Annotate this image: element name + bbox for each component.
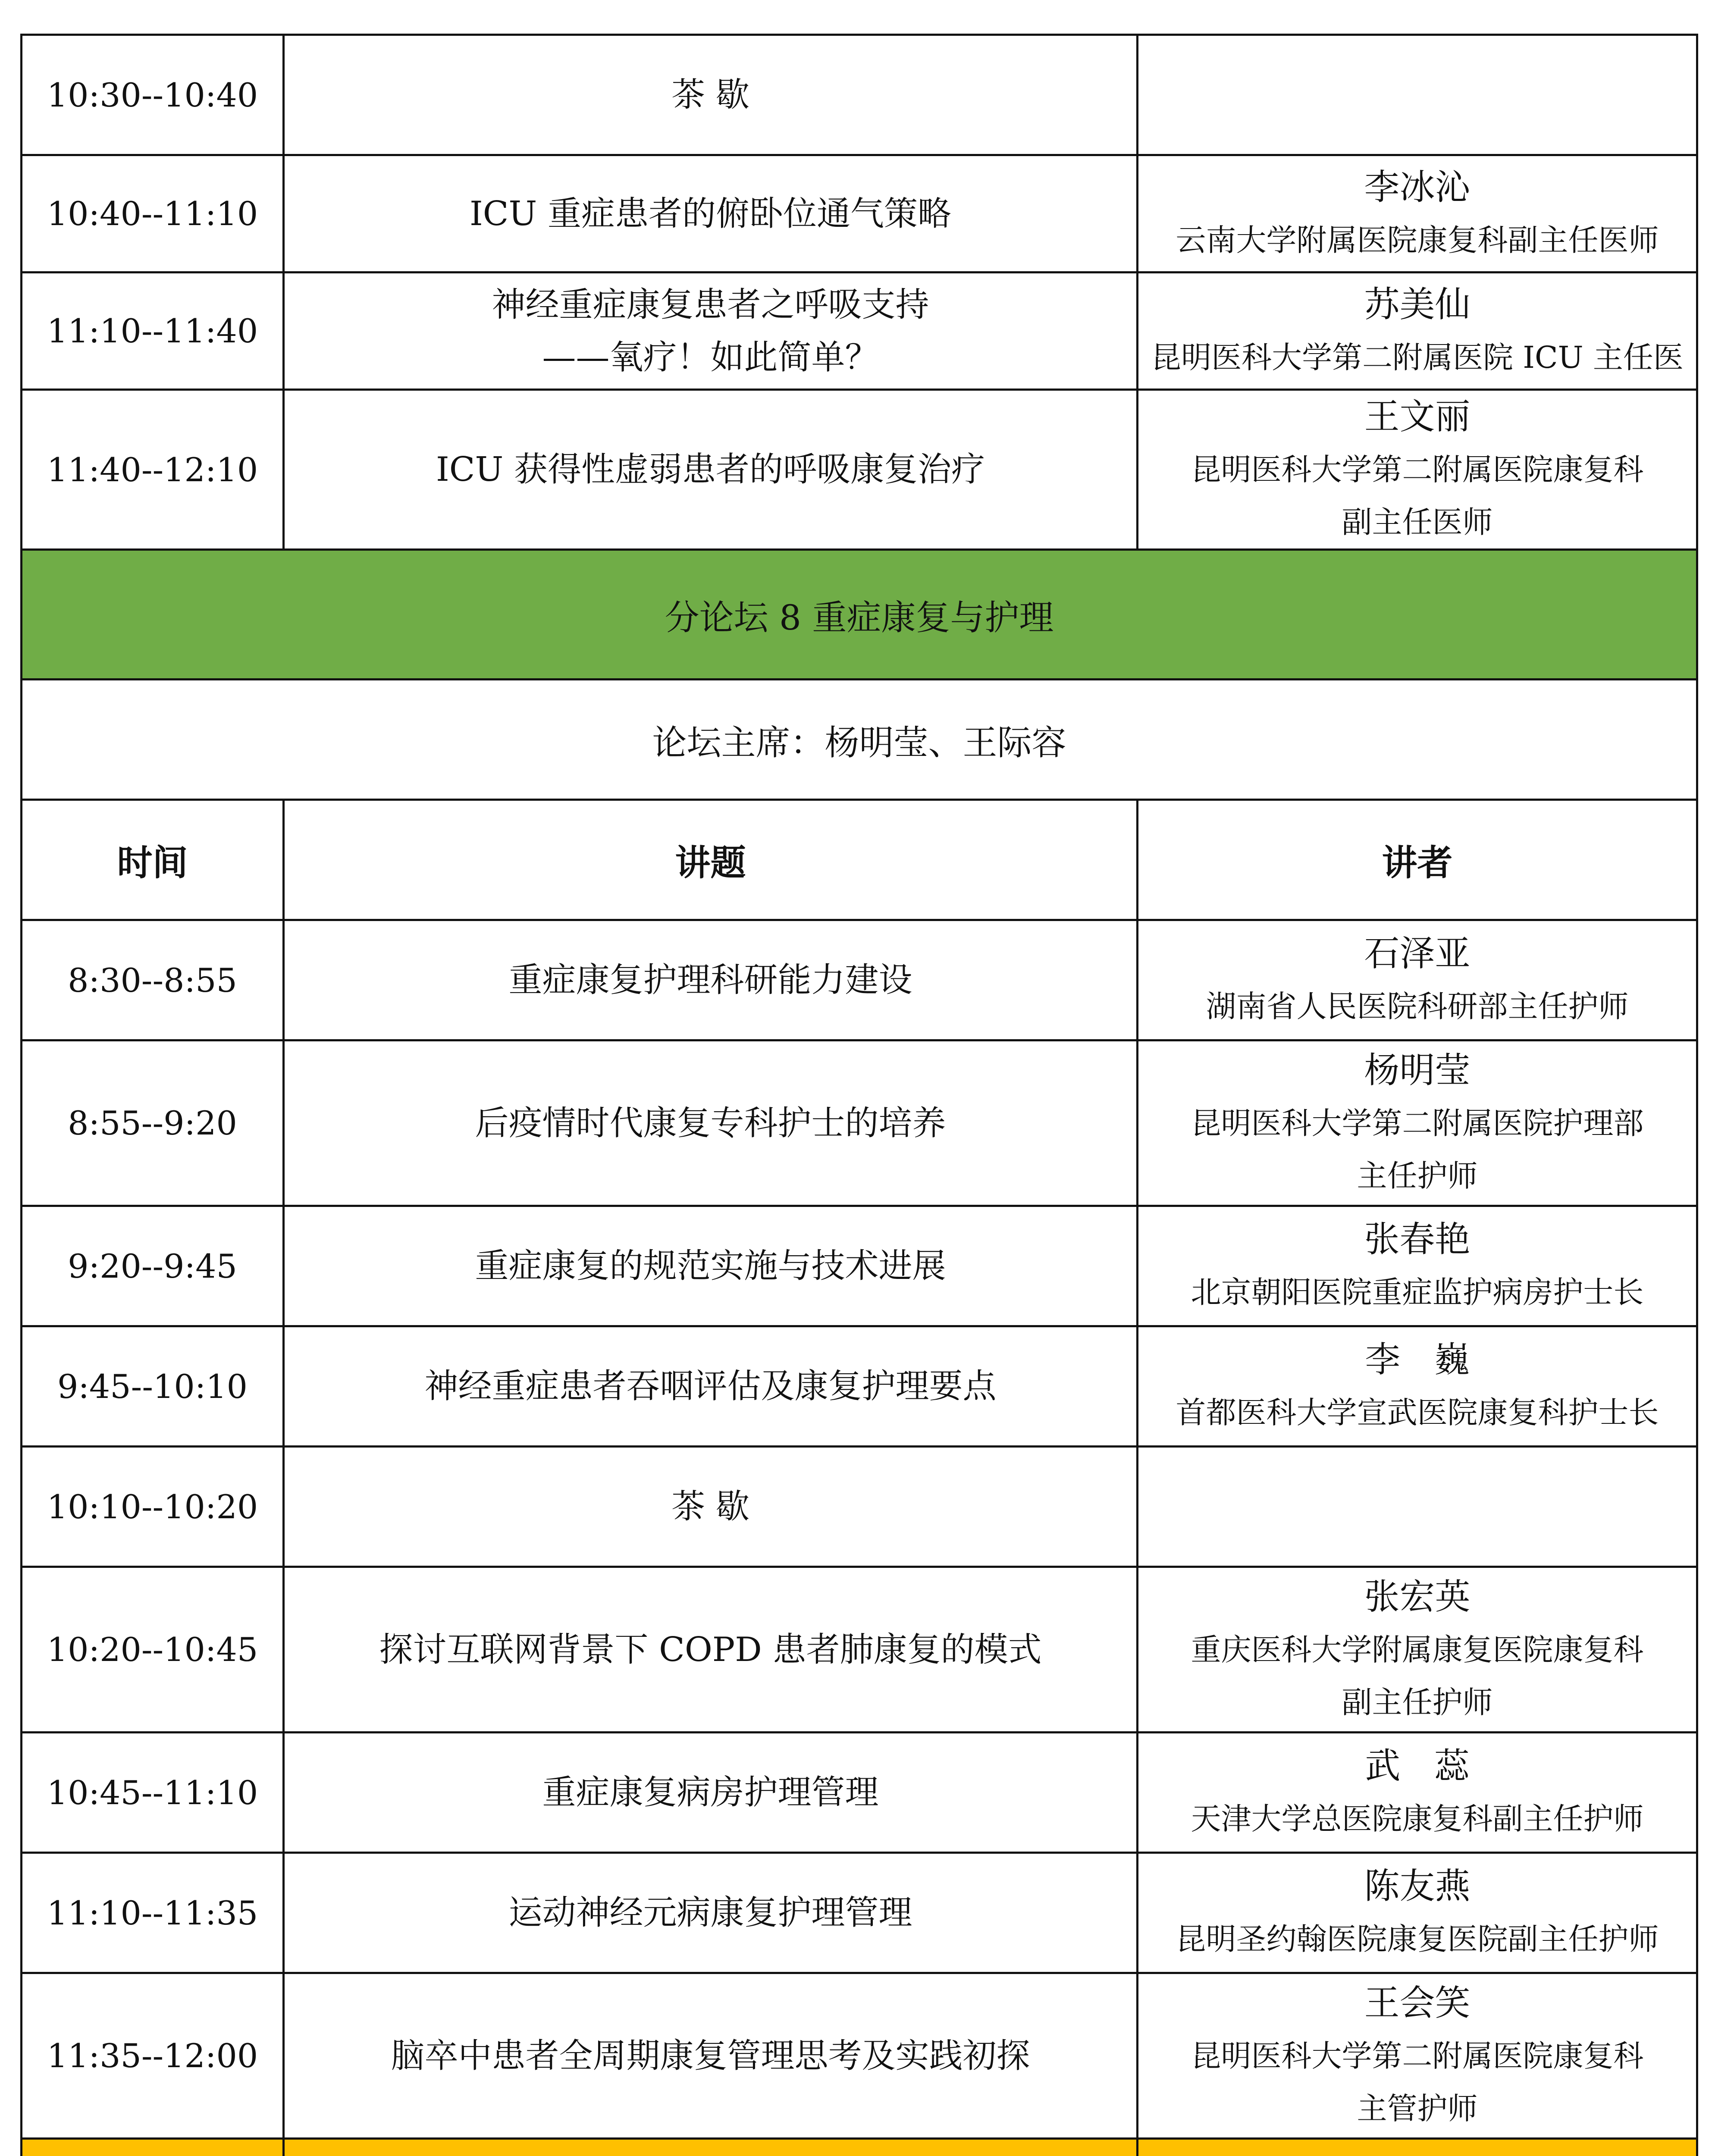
time-cell: 8:55--9:20: [22, 1040, 284, 1206]
speaker-affiliation: 天津大学总医院康复科副主任护师: [1191, 1801, 1644, 1836]
topic-cell: ICU 重症患者的俯卧位通气策略: [284, 155, 1138, 273]
speaker-affiliation: 北京朝阳医院重症监护病房护士长: [1191, 1275, 1644, 1310]
schedule-row: [22, 390, 1697, 550]
column-header-row: [22, 800, 1697, 920]
speaker-affiliation: 副主任医师: [1342, 505, 1493, 540]
schedule-table: [20, 34, 1698, 2156]
speaker-affiliation: 昆明圣约翰医院康复医院副主任护师: [1176, 1921, 1659, 1957]
schedule-row: [22, 1040, 1697, 1206]
speaker-cell: [1138, 155, 1697, 273]
speaker-affiliation: 副主任护师: [1342, 1684, 1493, 1720]
header-topic: 讲题: [284, 800, 1138, 920]
speaker-affiliation: 昆明医科大学第二附属医院康复科: [1191, 2038, 1644, 2074]
speaker-cell: [1138, 1733, 1697, 1853]
speaker-affiliation: 主管护师: [1357, 2090, 1478, 2126]
schedule-row: [22, 1206, 1697, 1326]
topic-cell: 茶 歇: [284, 35, 1138, 155]
speaker-name: 李冰沁: [1364, 166, 1470, 208]
speaker-cell: [1138, 390, 1697, 550]
afternoon-time: [22, 2139, 284, 2156]
topic-cell: 重症康复的规范实施与技术进展: [284, 1206, 1138, 1326]
speaker-cell: [1138, 1040, 1697, 1206]
afternoon-body: [22, 2139, 1697, 2156]
time-cell: 10:10--10:20: [22, 1447, 284, 1567]
speaker-affiliation: 主任护师: [1357, 1158, 1478, 1194]
afternoon-row: [22, 2139, 1697, 2156]
forum-chair: 论坛主席：杨明莹、王际容: [22, 680, 1697, 800]
header-time: 时间: [22, 800, 284, 920]
schedule-row: [22, 1567, 1697, 1733]
topic-cell: 神经重症康复患者之呼吸支持 ——氧疗！如此简单？: [284, 273, 1138, 390]
speaker-name: 杨明莹: [1364, 1050, 1470, 1091]
speaker-name: 苏美仙: [1364, 284, 1470, 325]
speaker-cell: [1138, 1567, 1697, 1733]
time-cell: 8:30--8:55: [22, 920, 284, 1040]
time-cell: 9:45--10:10: [22, 1326, 284, 1447]
header-speaker: 讲者: [1138, 800, 1697, 920]
speaker-cell: [1138, 1206, 1697, 1326]
topic-cell: 茶 歇: [284, 1447, 1138, 1567]
schedule-row: [22, 273, 1697, 390]
speaker-affiliation: 湖南省人民医院科研部主任护师: [1206, 989, 1629, 1024]
time-cell: 10:20--10:45: [22, 1567, 284, 1733]
speaker-cell: [1138, 1447, 1697, 1567]
afternoon-speaker-cell: [1138, 2139, 1697, 2156]
topic-cell: 重症康复病房护理管理: [284, 1733, 1138, 1853]
session-a-body: [22, 35, 1697, 550]
topic-cell: 重症康复护理科研能力建设: [284, 920, 1138, 1040]
topic-cell: 后疫情时代康复专科护士的培养: [284, 1040, 1138, 1206]
speaker-name: 张春艳: [1364, 1219, 1470, 1260]
time-cell: 10:40--11:10: [22, 155, 284, 273]
speaker-affiliation: 昆明医科大学第二附属医院康复科: [1191, 452, 1644, 487]
time-cell: 10:45--11:10: [22, 1733, 284, 1853]
schedule-row: [22, 1733, 1697, 1853]
forum-header-body: [22, 550, 1697, 920]
schedule-row: [22, 1853, 1697, 1973]
time-cell: 10:30--10:40: [22, 35, 284, 155]
speaker-name: 李 巍: [1365, 1339, 1470, 1380]
time-cell: 11:10--11:35: [22, 1853, 284, 1973]
schedule-row: [22, 155, 1697, 273]
speaker-name: 武 蕊: [1365, 1745, 1470, 1786]
schedule-row: [22, 1326, 1697, 1447]
speaker-cell: [1138, 1973, 1697, 2139]
speaker-name: 陈友燕: [1364, 1866, 1470, 1907]
topic-cell: 探讨互联网背景下 COPD 患者肺康复的模式: [284, 1567, 1138, 1733]
topic-cell: 脑卒中患者全周期康复管理思考及实践初探: [284, 1973, 1138, 2139]
session-b-body: [22, 920, 1697, 2139]
speaker-name: 王会笑: [1364, 1982, 1470, 2024]
schedule-row: [22, 35, 1697, 155]
time-cell: 11:10--11:40: [22, 273, 284, 390]
speaker-cell: [1138, 1326, 1697, 1447]
forum-title: 分论坛 8 重症康复与护理: [22, 550, 1697, 680]
schedule-row: [22, 920, 1697, 1040]
time-cell: 11:35--12:00: [22, 1973, 284, 2139]
time-cell: 11:40--12:10: [22, 390, 284, 550]
topic-cell: 神经重症患者吞咽评估及康复护理要点: [284, 1326, 1138, 1447]
schedule-row: [22, 1447, 1697, 1567]
speaker-cell: [1138, 1853, 1697, 1973]
speaker-affiliation: 昆明医科大学第二附属医院 ICU 主任医: [1151, 339, 1684, 375]
afternoon-title-cell: [284, 2139, 1138, 2156]
speaker-affiliation: 云南大学附属医院康复科副主任医师: [1176, 222, 1659, 258]
speaker-cell: [1138, 35, 1697, 155]
schedule-row: [22, 1973, 1697, 2139]
topic-cell: ICU 获得性虚弱患者的呼吸康复治疗: [284, 390, 1138, 550]
forum-title-row: [22, 550, 1697, 680]
speaker-name: 石泽亚: [1364, 933, 1470, 974]
speaker-name: 王文丽: [1364, 396, 1470, 437]
speaker-affiliation: 昆明医科大学第二附属医院护理部: [1191, 1105, 1644, 1141]
speaker-cell: [1138, 273, 1697, 390]
forum-chair-row: [22, 680, 1697, 800]
time-cell: 9:20--9:45: [22, 1206, 284, 1326]
topic-cell: 运动神经元病康复护理管理: [284, 1853, 1138, 1973]
speaker-affiliation: 重庆医科大学附属康复医院康复科: [1191, 1632, 1644, 1667]
speaker-name: 张宏英: [1364, 1576, 1470, 1617]
speaker-cell: [1138, 920, 1697, 1040]
speaker-affiliation: 首都医科大学宣武医院康复科护士长: [1176, 1395, 1659, 1430]
